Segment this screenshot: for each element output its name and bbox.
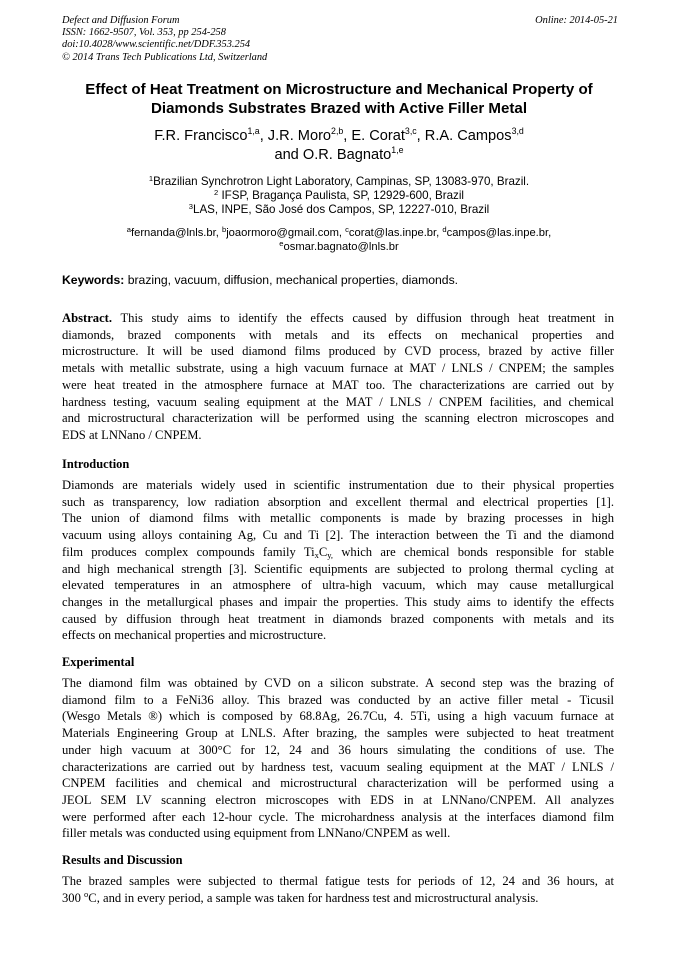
body-line: Materials Engineering Group at LNLS. After brazing, the samples were subjected to heat treatment xyxy=(62,726,614,741)
author-name: F.R. Francisco xyxy=(154,128,248,144)
body-line: effects on mechanical properties and microstructure. xyxy=(62,628,327,643)
author-affil-mark: 1,a xyxy=(247,126,260,136)
temperature-value: 300 xyxy=(62,890,85,905)
section-heading-experimental: Experimental xyxy=(62,655,135,669)
body-line: diamond film to a FeNi36 alloy. This brazed was conducted by an active filler metal - Ticusil xyxy=(62,692,614,707)
author-emails xyxy=(40,226,638,254)
affil-text: Brazilian Synchrotron Light Laboratory, Campinas, SP, 13083-970, Brazil. xyxy=(153,175,530,188)
affil-mark: 2 xyxy=(214,188,219,197)
email-mark: b xyxy=(221,225,227,234)
body-line: under high vacuum at 300°C for 12, 24 and 36 hours simulating the conditions of use. The xyxy=(62,742,614,757)
body-line: elevated temperatures in an atmosphere of ultra-high vacuum, which may cause metallurgical xyxy=(62,578,614,593)
abstract-label: Abstract. xyxy=(62,311,113,325)
formula-text: C xyxy=(318,544,328,559)
body-line: changes in the metallurgical phases and impair the properties. This study aims to identify the effects xyxy=(62,594,614,609)
author-affil-mark: 3,c xyxy=(404,126,417,136)
formula-text: which are chemical bonds responsible for stable xyxy=(333,544,614,559)
author-name: R.A. Campos xyxy=(424,128,512,144)
affiliations xyxy=(40,175,638,217)
abstract-line: microstructure. It will be used diamond films produced by CVD process, brazed by active filler xyxy=(62,344,614,359)
affiliation xyxy=(40,175,638,189)
author-separator: , xyxy=(416,128,425,144)
body-line: vacuum using alloys containing Ag, Cu and Ti [2]. The interaction between the Ti and the diamond xyxy=(62,528,614,543)
keywords-label: Keywords: xyxy=(62,273,125,287)
abstract-line: and microstructural characterization will be performed using the scanning electron microscopes and xyxy=(62,411,614,426)
affil-mark: 1 xyxy=(148,174,154,183)
body-line: CNPEM facilities and chemical and microstructural characterization will be performed using a xyxy=(62,776,614,791)
affil-text: IFSP, Bragança Paulista, SP, 12929-600, Brazil xyxy=(218,189,464,202)
body-line: were performed after each 12-hour cycle. The microhardness analysis at the interfaces diamond film xyxy=(62,809,614,824)
journal-copyright: © 2014 Trans Tech Publications Ltd, Switzerland xyxy=(62,51,268,63)
body-line: such as transparency, low radiation absorption and excellent thermal and electrical properties [1]. xyxy=(62,494,614,509)
author-line xyxy=(40,127,638,146)
abstract-line: were heat treated in the atmosphere furnace at MAT too. The characterizations are carried out by xyxy=(62,377,614,392)
section-heading-introduction: Introduction xyxy=(62,457,130,471)
email-mark: a xyxy=(126,225,131,234)
journal-doi: doi:10.4028/www.scientific.net/DDF.353.254 xyxy=(62,39,251,51)
email-mark: d xyxy=(442,225,447,234)
introduction-body xyxy=(62,477,614,644)
keywords xyxy=(62,273,618,288)
journal-header xyxy=(62,15,618,64)
abstract-line: EDS at LNNano / CNPEM. xyxy=(62,427,202,442)
abstract xyxy=(62,310,614,444)
author-affil-mark: 1,e xyxy=(391,145,404,155)
body-line: and high mechanical strength [3]. Scientific equipments are subjected to prolong thermal cycling at xyxy=(62,561,614,576)
body-line: filler metals was conducted using equipment from LNNano/CNPEM as well. xyxy=(62,826,451,841)
formula-subscript: x xyxy=(314,549,319,560)
body-line: The brazed samples were subjected to thermal fatigue tests for periods of 12, 24 and 36 hours, at xyxy=(62,874,614,888)
experimental-body xyxy=(62,675,614,842)
body-line: (Wesgo Metals ®) which is composed by 68.8Ag, 26.7Cu, 4. 5Ti, using a high vacuum furnace at xyxy=(62,709,614,724)
title-line: Effect of Heat Treatment on Microstructure and Mechanical Property of xyxy=(85,81,593,98)
journal-name: Defect and Diffusion Forum xyxy=(62,15,180,26)
degree-mark: o xyxy=(84,888,89,899)
formula-subscript: y, xyxy=(327,549,334,560)
author-list xyxy=(40,127,638,165)
abstract-line: hardness testing, vacuum sealing equipment at the MAT / LNLS / CNPEM facilities, and chemical xyxy=(62,394,614,409)
email-link[interactable]: osmar.bagnato@lnls.br xyxy=(283,241,399,253)
body-line xyxy=(62,544,614,561)
journal-issn: ISSN: 1662-9507, Vol. 353, pp 254-258 xyxy=(62,27,226,39)
paper-title xyxy=(40,81,638,118)
email-link[interactable]: fernanda@lnls.br, xyxy=(130,227,222,239)
author-affil-mark: 2,b xyxy=(331,126,344,136)
affiliation xyxy=(40,203,638,217)
results-body xyxy=(62,873,614,906)
section-heading-results: Results and Discussion xyxy=(62,853,183,867)
title-line: Diamonds Substrates Brazed with Active Filler Metal xyxy=(150,99,528,117)
body-line: The union of diamond films with metallic components is made by brazing processes in high xyxy=(62,511,614,526)
body-line: caused by diffusion through heat treatment in diamonds brazed components with metals and its xyxy=(62,611,614,626)
email-mark: c xyxy=(345,225,349,234)
abstract-line xyxy=(62,310,614,327)
email-line xyxy=(40,226,638,240)
author-separator: , xyxy=(259,128,268,144)
email-link[interactable]: corat@las.inpe.br, xyxy=(348,227,443,239)
affiliation xyxy=(40,189,638,203)
email-link[interactable]: joaormoro@gmail.com, xyxy=(226,227,346,239)
formula-text: film produces complex compounds family Ti xyxy=(62,544,315,559)
author-separator: , xyxy=(343,128,352,144)
email-link[interactable]: campos@las.inpe.br, xyxy=(446,227,552,239)
body-line: JEOL SEM LV scanning electron microscopes with EDS in at LNNano/CNPEM. All analyzes xyxy=(62,792,614,807)
affil-text: LAS, INPE, São José dos Campos, SP, 12227-010, Brazil xyxy=(193,203,490,216)
keywords-text: brazing, vacuum, diffusion, mechanical properties, diamonds. xyxy=(124,273,459,287)
author-name: J.R. Moro xyxy=(267,128,332,144)
results-text: C, and in every period, a sample was taken for hardness test and microstructural analysis. xyxy=(88,890,539,905)
author-name: E. Corat xyxy=(351,128,405,144)
abstract-line: metals with metallic substrate, using a high vacuum furnace at MAT / LNLS / CNPEM; the samples xyxy=(62,361,614,376)
abstract-line: diamonds, brazed components with metals and its effects on mechanical properties and xyxy=(62,327,614,342)
body-line: characterizations are carried out by hardness test, vacuum sealing equipment at the MAT / LNLS / xyxy=(62,759,614,774)
affil-mark: 3 xyxy=(188,202,193,211)
email-mark: e xyxy=(279,239,284,248)
author-affil-mark: 3,d xyxy=(511,126,524,136)
body-line: Diamonds are materials widely used in scientific instrumentation due to their physical properties xyxy=(62,478,614,492)
abstract-text: This study aims to identify the effects caused by diffusion through heat treatment in xyxy=(112,311,614,325)
body-line xyxy=(62,890,614,907)
email-line xyxy=(40,240,638,254)
online-date: Online: 2014-05-21 xyxy=(535,15,618,26)
body-line: The diamond film was obtained by CVD on a silicon substrate. A second step was the brazing of xyxy=(62,676,614,690)
author-line xyxy=(40,146,638,165)
author-name: and O.R. Bagnato xyxy=(274,147,392,163)
